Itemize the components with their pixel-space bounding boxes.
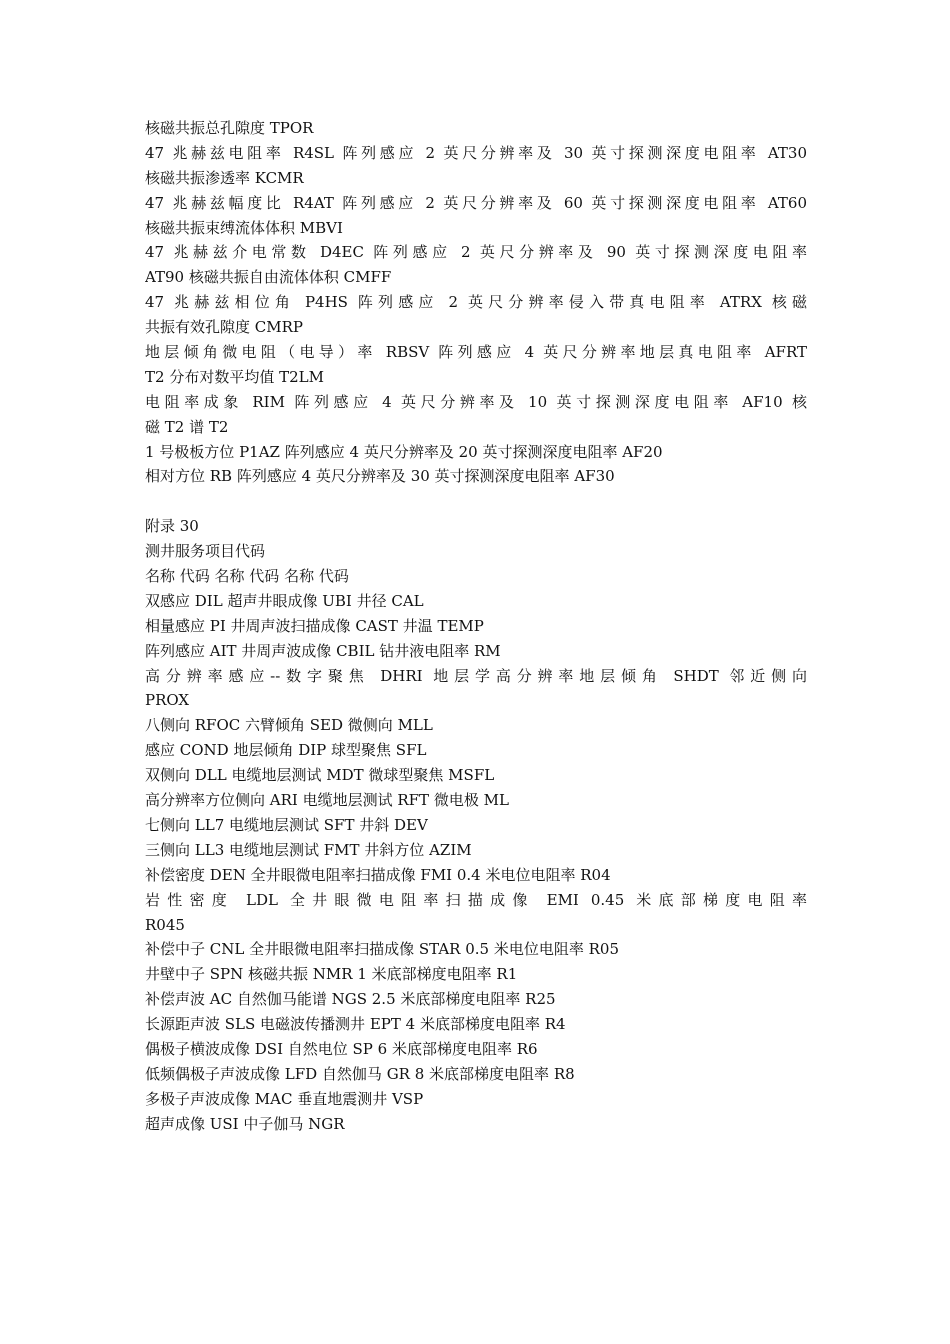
blank-line — [145, 489, 807, 514]
logging-curve-code-list — [145, 116, 807, 489]
text-line: 核磁共振束缚流体体积 MBVI — [145, 218, 343, 237]
text-line: 核磁共振渗透率 KCMR — [145, 168, 304, 187]
text-line: R045 — [145, 915, 185, 934]
text-line: 47 兆赫兹电阻率 R4SL 阵列感应 2 英尺分辨率及 30 英寸探测深度电阻率 AT30 — [145, 143, 807, 162]
text-line: 47 兆赫兹幅度比 R4AT 阵列感应 2 英尺分辨率及 60 英寸探测深度电阻率 AT60 — [145, 193, 807, 212]
text-line: 超声成像 USI 中子伽马 NGR — [145, 1114, 345, 1133]
text-line: 共振有效孔隙度 CMRP — [145, 318, 303, 337]
text-line: 低频偶极子声波成像 LFD 自然伽马 GR 8 米底部梯度电阻率 R8 — [145, 1064, 575, 1083]
text-line: 名称 代码 名称 代码 名称 代码 — [145, 567, 349, 586]
document-page — [145, 116, 807, 1137]
appendix-title: 附录 30 — [145, 517, 199, 536]
text-line: 47 兆赫兹相位角 P4HS 阵列感应 2 英尺分辨率侵入带真电阻率 ATRX 核磁 — [145, 293, 807, 312]
text-line: 核磁共振总孔隙度 TPOR — [145, 119, 314, 137]
text-line: 偶极子横波成像 DSI 自然电位 SP 6 米底部梯度电阻率 R6 — [145, 1039, 538, 1058]
text-line: 长源距声波 SLS 电磁波传播测井 EPT 4 米底部梯度电阻率 R4 — [145, 1015, 566, 1034]
text-line: 井壁中子 SPN 核磁共振 NMR 1 米底部梯度电阻率 R1 — [145, 965, 518, 984]
appendix-subtitle: 测井服务项目代码 — [145, 542, 266, 561]
text-line: 八侧向 RFOC 六臂倾角 SED 微侧向 MLL — [145, 716, 433, 735]
text-line: 岩性密度 LDL 全井眼微电阻率扫描成像 EMI 0.45 米底部梯度电阻率 — [145, 890, 807, 909]
text-line: 七侧向 LL7 电缆地层测试 SFT 井斜 DEV — [145, 815, 428, 834]
text-line: 多极子声波成像 MAC 垂直地震测井 VSP — [145, 1089, 424, 1108]
text-line: 47 兆赫兹介电常数 D4EC 阵列感应 2 英尺分辨率及 90 英寸探测深度电阻率 — [145, 243, 807, 262]
text-line: 相对方位 RB 阵列感应 4 英尺分辨率及 30 英寸探测深度电阻率 AF30 — [145, 467, 615, 486]
text-line: 补偿中子 CNL 全井眼微电阻率扫描成像 STAR 0.5 米电位电阻率 R05 — [145, 940, 619, 959]
text-line: 双感应 DIL 超声井眼成像 UBI 井径 CAL — [145, 591, 424, 610]
text-line: 阵列感应 AIT 井周声波成像 CBIL 钻井液电阻率 RM — [145, 641, 501, 660]
text-line: T2 分布对数平均值 T2LM — [145, 367, 324, 386]
text-line: 双侧向 DLL 电缆地层测试 MDT 微球型聚焦 MSFL — [145, 766, 495, 785]
text-line: 补偿声波 AC 自然伽马能谱 NGS 2.5 米底部梯度电阻率 R25 — [145, 990, 556, 1009]
text-line: 高分辨率方位侧向 ARI 电缆地层测试 RFT 微电极 ML — [145, 791, 509, 810]
text-line: PROX — [145, 691, 190, 710]
text-line: AT90 核磁共振自由流体体积 CMFF — [145, 268, 392, 287]
text-line: 1 号极板方位 P1AZ 阵列感应 4 英尺分辨率及 20 英寸探测深度电阻率 AF20 — [145, 442, 663, 461]
service-code-table — [145, 564, 807, 1136]
text-line: 补偿密度 DEN 全井眼微电阻率扫描成像 FMI 0.4 米电位电阻率 R04 — [145, 865, 611, 884]
text-line: 高分辨率感应--数字聚焦 DHRI 地层学高分辨率地层倾角 SHDT 邻近侧向 — [145, 666, 807, 685]
text-line: 三侧向 LL3 电缆地层测试 FMT 井斜方位 AZIM — [145, 840, 472, 859]
text-line: 磁 T2 谱 T2 — [145, 417, 229, 436]
text-line: 电阻率成象 RIM 阵列感应 4 英尺分辨率及 10 英寸探测深度电阻率 AF10 核 — [145, 392, 807, 411]
text-line: 感应 COND 地层倾角 DIP 球型聚焦 SFL — [145, 741, 427, 760]
text-line: 地层倾角微电阻（电导）率 RBSV 阵列感应 4 英尺分辨率地层真电阻率 AFRT — [145, 343, 807, 362]
text-line: 相量感应 PI 井周声波扫描成像 CAST 井温 TEMP — [145, 616, 484, 635]
